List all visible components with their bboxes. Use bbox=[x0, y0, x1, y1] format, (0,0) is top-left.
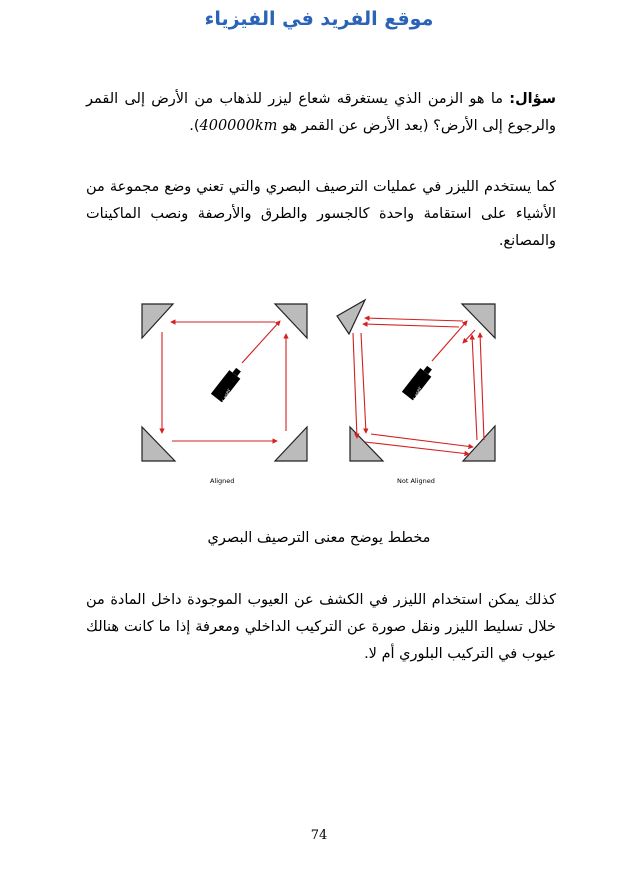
figure-caption: مخطط يوضح معنى الترصيف البصري bbox=[207, 530, 431, 546]
mirror-bottom-left bbox=[142, 427, 175, 461]
page-number: 74 bbox=[310, 828, 328, 843]
defects-paragraph: كذلك يمكن استخدام الليزر في الكشف عن العيوب الموجودة داخل المادة من خلال تسليط الليزر ونقل صورة عن التركيب الداخلي ومعرفة إذا ما كانت هنالك عيوب في التركيب البلوري أم لا. bbox=[86, 592, 556, 662]
question-paragraph bbox=[86, 86, 556, 140]
question-label: سؤال: bbox=[509, 91, 556, 107]
laser-label: Laser bbox=[412, 385, 424, 401]
mirror-bottom-right bbox=[275, 427, 307, 461]
aligned-label: Aligned bbox=[210, 477, 235, 485]
question-text: ما هو الزمن الذي يستغرقه شعاع ليزر للذهاب من الأرض إلى القمر والرجوع إلى الأرض؟ (بعد الأرض عن القمر هو bbox=[86, 91, 556, 134]
mirror-top-left-tilted bbox=[337, 300, 365, 334]
not-aligned-setup bbox=[337, 300, 495, 461]
question-distance: 400000km bbox=[199, 118, 278, 134]
not-aligned-label: Not Aligned bbox=[397, 477, 435, 485]
question-closing: ). bbox=[189, 118, 200, 134]
aligned-setup bbox=[142, 304, 307, 461]
mirror-bottom-right bbox=[463, 426, 495, 461]
alignment-paragraph: كما يستخدم الليزر في عمليات الترصيف البصري والتي تعني وضع مجموعة من الأشياء على استقامة واحدة كالجسور والطرق والأرصفة ونصب الماكينات والمصانع. bbox=[86, 179, 556, 249]
optical-alignment-diagram bbox=[125, 290, 515, 495]
site-title: موقع الفريد في الفيزياء bbox=[204, 8, 434, 30]
laser-label: Laser bbox=[221, 387, 233, 403]
mirror-top-left bbox=[142, 304, 173, 338]
